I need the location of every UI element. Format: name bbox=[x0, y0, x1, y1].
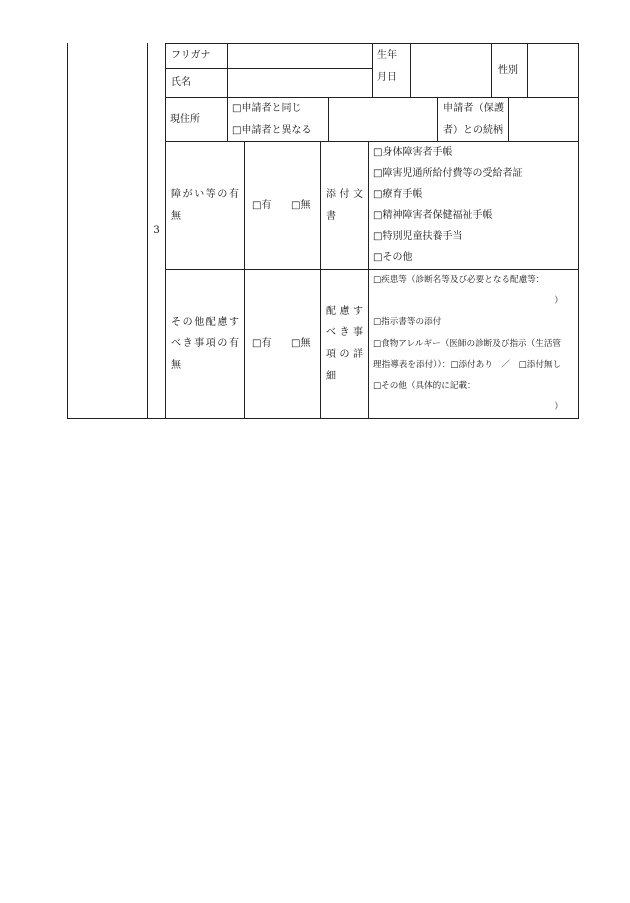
address-field bbox=[328, 97, 438, 142]
detail-item-other-close: ） bbox=[554, 402, 563, 413]
birthdate-label: 生年月日 bbox=[377, 50, 397, 83]
disability-label-cell bbox=[165, 141, 245, 270]
attached-documents-label-cell bbox=[320, 141, 369, 270]
document-item: □その他 bbox=[373, 252, 413, 263]
document-item: □身体障害者手帳 bbox=[373, 147, 453, 158]
consideration-details-label-cell bbox=[320, 269, 369, 419]
gender-field bbox=[527, 43, 579, 98]
section-number: 3 bbox=[153, 225, 160, 236]
document-item: □精神障害者保健福祉手帳 bbox=[373, 210, 493, 221]
birthdate-field bbox=[410, 43, 492, 98]
furigana-label-cell bbox=[165, 43, 228, 69]
furigana-field bbox=[227, 43, 373, 69]
name-label-cell bbox=[165, 68, 228, 98]
relationship-label: 申請者（保護者）との続柄 bbox=[443, 102, 504, 136]
consideration-details-label: 配慮すべき事項の詳細 bbox=[326, 305, 363, 382]
document-item: □療育手帳 bbox=[373, 189, 423, 200]
address-option-different: □申請者と異なる bbox=[232, 124, 312, 136]
disability-choice-cell bbox=[244, 141, 321, 270]
address-option-same: □申請者と同じ bbox=[232, 102, 302, 114]
gender-label-cell bbox=[491, 43, 528, 98]
birthdate-label-cell bbox=[372, 43, 411, 98]
considerations-choices bbox=[252, 333, 320, 355]
relationship-field bbox=[508, 97, 579, 142]
attached-documents-label: 添付文書 bbox=[326, 188, 363, 222]
detail-item-other: □その他（具体的に記載： bbox=[373, 381, 476, 392]
furigana-label: フリガナ bbox=[171, 50, 211, 61]
detail-item-food-allergy-cont: 理指導表を添付））：□添付あり ／ □添付無し bbox=[373, 359, 562, 370]
detail-item-disease-close: ） bbox=[554, 296, 563, 307]
detail-item-disease: □疾患等（診断名等及び必要となる配慮等： bbox=[373, 275, 545, 285]
name-label: 氏名 bbox=[171, 77, 191, 88]
attached-documents-list bbox=[368, 141, 579, 270]
address-label: 現住所 bbox=[170, 113, 200, 125]
disability-choices bbox=[252, 195, 320, 217]
detail-item-instructions: □指示書等の添付 bbox=[373, 317, 442, 328]
outer-left-column bbox=[67, 43, 148, 419]
considerations-label: その他配慮すべき事項の有無 bbox=[171, 316, 239, 371]
considerations-yes-option: □有 bbox=[252, 338, 272, 349]
document-item: □障害児通所給付費等の受給者証 bbox=[373, 168, 523, 179]
gender-label: 性別 bbox=[498, 64, 518, 76]
considerations-no-option: □無 bbox=[291, 338, 311, 349]
disability-yes-option: □有 bbox=[252, 199, 272, 211]
consideration-details-list bbox=[368, 269, 579, 419]
considerations-choice-cell bbox=[244, 269, 321, 419]
address-options-cell bbox=[227, 97, 329, 142]
disability-no-option: □無 bbox=[291, 199, 311, 211]
name-field bbox=[227, 68, 373, 98]
address-label-cell bbox=[165, 97, 228, 142]
document-item: □特別児童扶養手当 bbox=[373, 231, 463, 242]
relationship-label-cell bbox=[437, 97, 509, 142]
section-number-cell bbox=[147, 43, 166, 419]
considerations-label-cell bbox=[165, 269, 245, 419]
disability-label: 障がい等の有無 bbox=[171, 188, 239, 222]
detail-item-food-allergy: □食物アレルギー（医師の診断及び指示（生活管 bbox=[373, 338, 562, 349]
